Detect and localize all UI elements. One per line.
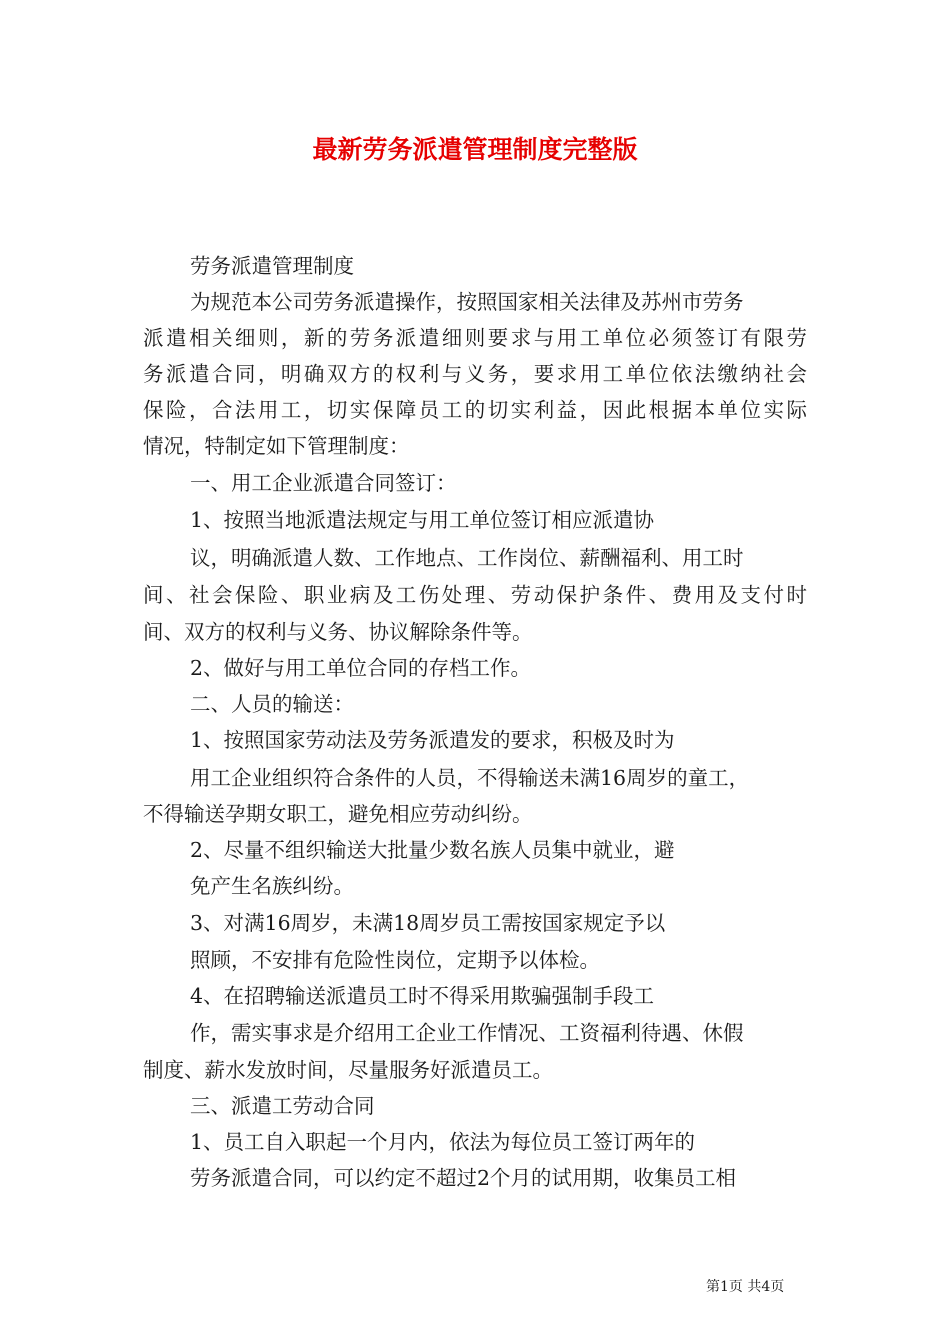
body-line: 为规范本公司劳务派遣操作，按照国家相关法律及苏州市劳务: [190, 290, 744, 314]
body-line: 用工企业组织符合条件的人员，不得输送未满16周岁的童工，: [190, 766, 750, 790]
body-line: 保险，合法用工，切实保障员工的切实利益，因此根据本单位实际: [143, 398, 807, 422]
section-heading: 一、用工企业派遣合同签订：: [190, 471, 457, 495]
body-line: 3、对满16周岁，未满18周岁员工需按国家规定予以: [190, 911, 666, 935]
body-line: 务派遣合同，明确双方的权利与义务，要求用工单位依法缴纳社会: [143, 362, 807, 386]
section-heading: 二、人员的输送：: [190, 692, 354, 716]
body-line: 不得输送孕期女职工，避免相应劳动纠纷。: [143, 802, 533, 826]
body-line: 4、在招聘输送派遣员工时不得采用欺骗强制手段工: [190, 984, 655, 1008]
body-line: 照顾，不安排有危险性岗位，定期予以体检。: [190, 948, 600, 972]
document-title: 最新劳务派遣管理制度完整版: [312, 135, 638, 164]
body-line: 作，需实事求是介绍用工企业工作情况、工资福利待遇、休假: [190, 1021, 744, 1045]
body-line: 间、社会保险、职业病及工伤处理、劳动保护条件、费用及支付时: [143, 583, 807, 607]
body-line: 劳务派遣合同，可以约定不超过2个月的试用期，收集员工相: [190, 1166, 737, 1190]
section-heading: 三、派遣工劳动合同: [190, 1094, 375, 1118]
body-line: 1、员工自入职起一个月内，依法为每位员工签订两年的: [190, 1130, 696, 1154]
page-number: 第1页 共4页: [706, 1279, 785, 1295]
body-line: 间、双方的权利与义务、协议解除条件等。: [143, 620, 533, 644]
body-line: 劳务派遣管理制度: [190, 254, 354, 278]
body-line: 2、尽量不组织输送大批量少数名族人员集中就业，避: [190, 838, 675, 862]
body-line: 免产生名族纠纷。: [190, 874, 354, 898]
body-line: 1、按照当地派遣法规定与用工单位签订相应派遣协: [190, 508, 655, 532]
body-line: 2、做好与用工单位合同的存档工作。: [190, 656, 532, 680]
body-line: 议，明确派遣人数、工作地点、工作岗位、薪酬福利、用工时: [190, 546, 744, 570]
body-line: 制度、薪水发放时间，尽量服务好派遣员工。: [143, 1058, 553, 1082]
body-line: 情况，特制定如下管理制度：: [143, 434, 410, 458]
body-line: 1、按照国家劳动法及劳务派遣发的要求，积极及时为: [190, 728, 675, 752]
body-line: 派遣相关细则，新的劳务派遣细则要求与用工单位必须签订有限劳: [143, 326, 807, 350]
